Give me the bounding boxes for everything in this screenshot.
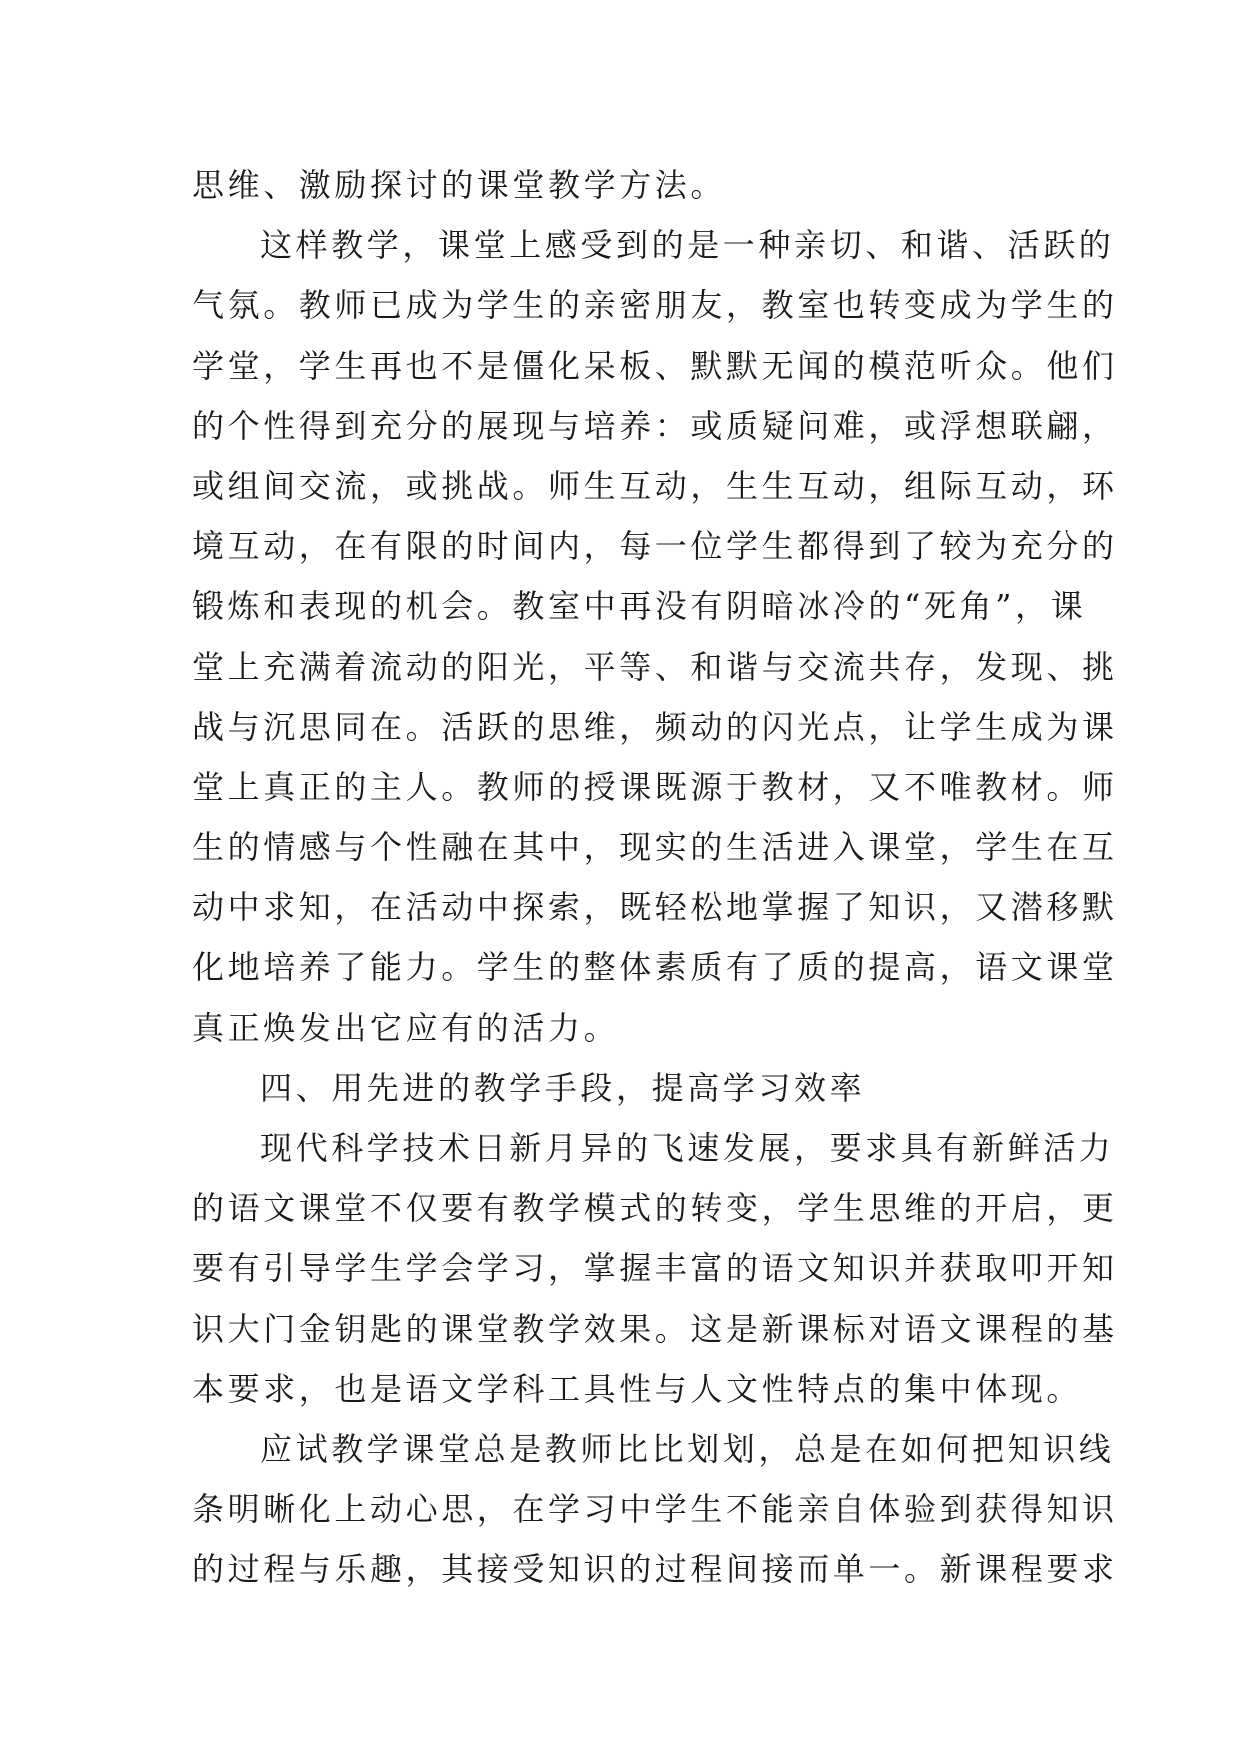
text-line: 现代科学技术日新月异的飞速发展，要求具有新鲜活力 — [260, 1129, 1115, 1167]
text-line: 生的情感与个性融在其中，现实的生活进入课堂，学生在互 — [192, 828, 1118, 867]
text-line: 这样教学，课堂上感受到的是一种亲切、和谐、活跃的 — [260, 226, 1115, 265]
text-line: 堂上真正的主人。教师的授课既源于教材，又不唯教材。师 — [192, 767, 1118, 806]
text-line: 的个性得到充分的展现与培养：或质疑问难，或浮想联翩， — [192, 406, 1118, 445]
text-line: 学堂，学生再也不是僵化呆板、默默无闻的模范听众。他们 — [192, 346, 1118, 385]
text-line: 条明晰化上动心思，在学习中学生不能亲自体验到获得知识 — [192, 1490, 1118, 1529]
text-line: 的语文课堂不仅要有教学模式的转变，学生思维的开启，更 — [192, 1189, 1118, 1228]
text-line: 或组间交流，或挑战。师生互动，生生互动，组际互动，环 — [192, 466, 1118, 505]
text-line: 动中求知，在活动中探索，既轻松地掌握了知识，又潜移默 — [192, 888, 1118, 927]
text-line: 真正焕发出它应有的活力。 — [192, 1008, 620, 1047]
text-line: 应试教学课堂总是教师比比划划，总是在如何把知识线 — [260, 1429, 1115, 1468]
text-line: 化地培养了能力。学生的整体素质有了质的提高，语文课堂 — [192, 948, 1118, 987]
text-line: 四、用先进的教学手段，提高学习效率 — [260, 1068, 866, 1107]
text-line: 锻炼和表现的机会。教室中再没有阴暗冰冷的“死角”，课 — [192, 587, 1087, 626]
text-line: 思维、激励探讨的课堂教学方法。 — [192, 166, 727, 204]
text-line: 的过程与乐趣，其接受知识的过程间接而单一。新课程要求 — [192, 1550, 1118, 1589]
text-line: 本要求，也是语文学科工具性与人文性特点的集中体现。 — [192, 1369, 1083, 1408]
text-line: 境互动，在有限的时间内，每一位学生都得到了较为充分的 — [192, 527, 1118, 566]
body-text — [192, 155, 1118, 1600]
text-line: 识大门金钥匙的课堂教学效果。这是新课标对语文课程的基 — [192, 1309, 1118, 1348]
text-line: 堂上充满着流动的阳光，平等、和谐与交流共存，发现、挑 — [192, 647, 1118, 686]
text-line: 要有引导学生学会学习，掌握丰富的语文知识并获取叩开知 — [192, 1249, 1118, 1288]
text-line: 气氛。教师已成为学生的亲密朋友，教室也转变成为学生的 — [192, 286, 1118, 325]
text-line: 战与沉思同在。活跃的思维，频动的闪光点，让学生成为课 — [192, 707, 1118, 746]
